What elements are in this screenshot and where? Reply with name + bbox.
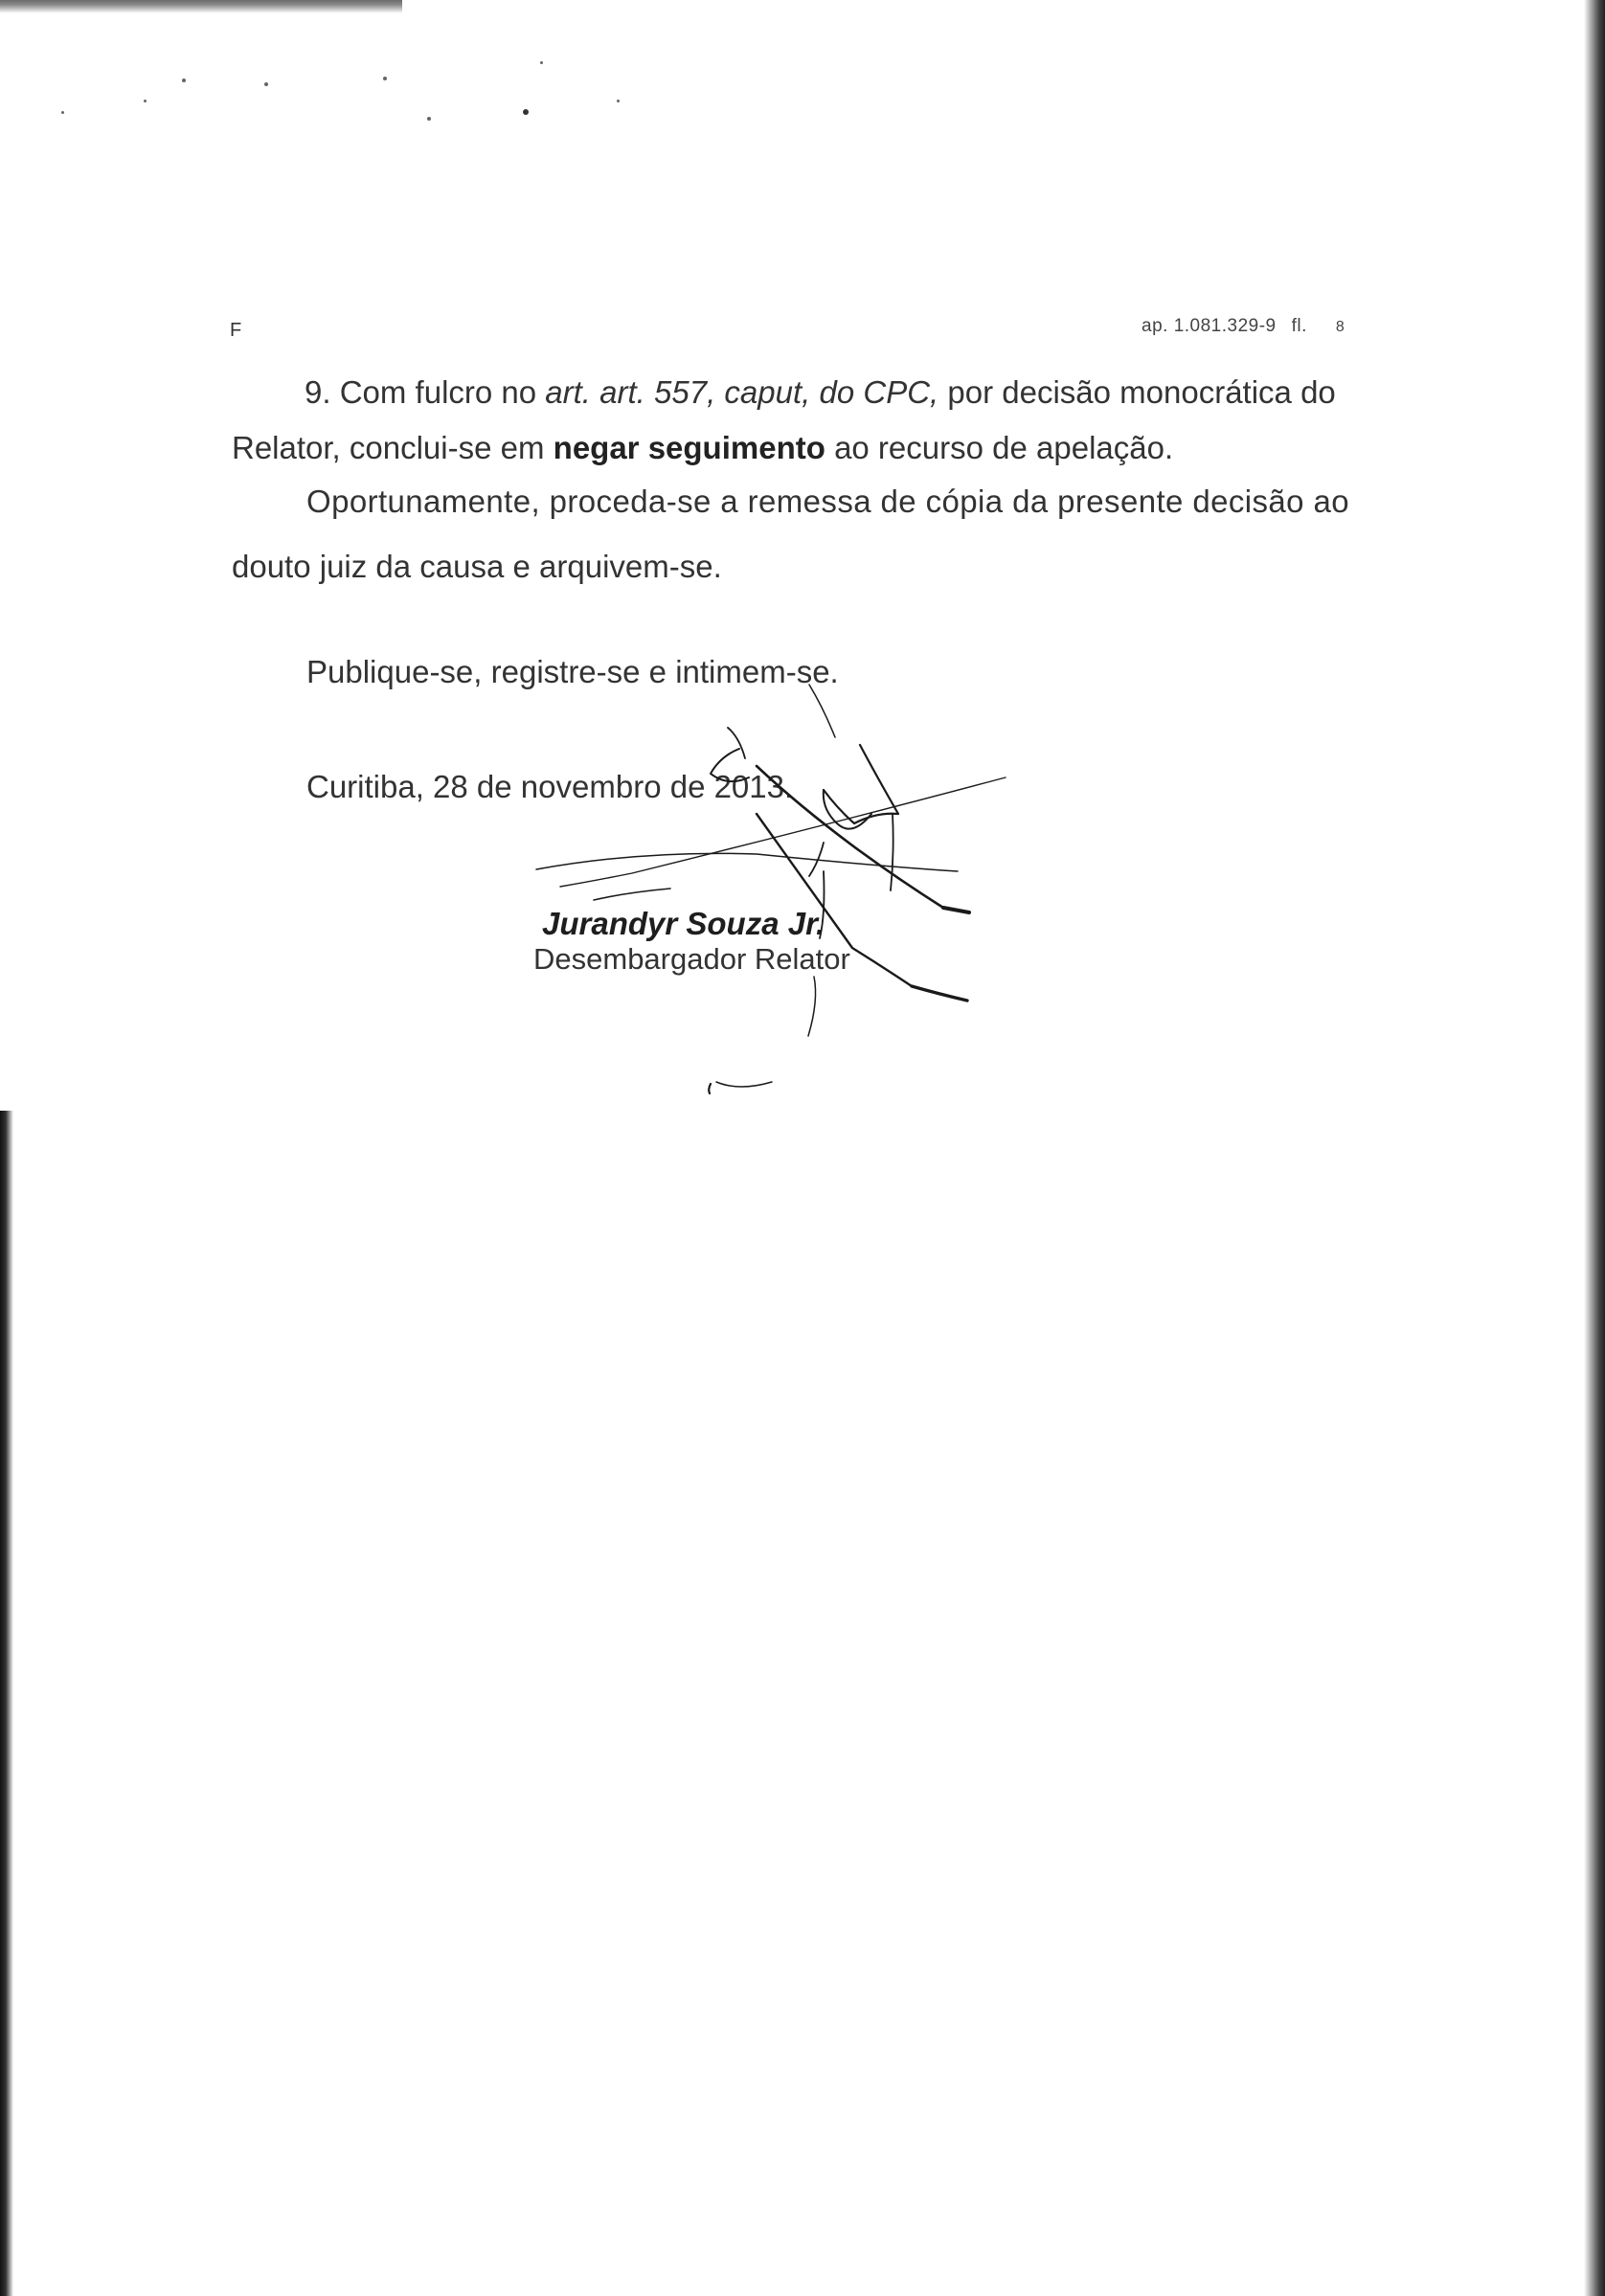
header-mark: F [230, 320, 242, 341]
paragraph-remittance-line-1: Oportunamente, proceda-se a remessa de cópia da presente decisão ao [306, 484, 1349, 519]
paragraph-remittance-line-2: douto juiz da causa e arquivem-se. [232, 549, 722, 584]
scan-speck [427, 117, 431, 121]
scan-speck [383, 77, 387, 80]
scan-edge-top [0, 0, 402, 13]
scan-edge-right [1584, 0, 1605, 2296]
place-and-date: Curitiba, 28 de novembro de 2013. [306, 769, 794, 804]
sheet-label: fl. [1291, 316, 1307, 336]
scan-speck [523, 109, 529, 115]
scan-speck [617, 100, 620, 102]
handwritten-signature [441, 670, 1073, 1111]
case-reference [1142, 316, 1345, 337]
scan-speck [61, 111, 64, 114]
sheet-number: 8 [1335, 319, 1345, 335]
scan-speck [144, 100, 147, 102]
scan-speck [264, 82, 268, 86]
paragraph-9-line-1: 9. Com fulcro no art. art. 557, caput, do CPC, por decisão monocrática do [305, 374, 1336, 410]
case-number: ap. 1.081.329-9 [1142, 316, 1277, 336]
scan-edge-left [0, 1111, 13, 2296]
scan-speck [182, 79, 186, 82]
publication-order: Publique-se, registre-se e intimem-se. [306, 654, 839, 689]
signer-role: Desembargador Relator [533, 942, 850, 976]
signer-name: Jurandyr Souza Jr. [542, 906, 825, 941]
scan-speck [540, 61, 543, 64]
decision-emphasis: negar seguimento [553, 430, 825, 465]
paragraph-9-line-2: Relator, conclui-se em negar seguimento ao recurso de apelação. [232, 430, 1174, 465]
